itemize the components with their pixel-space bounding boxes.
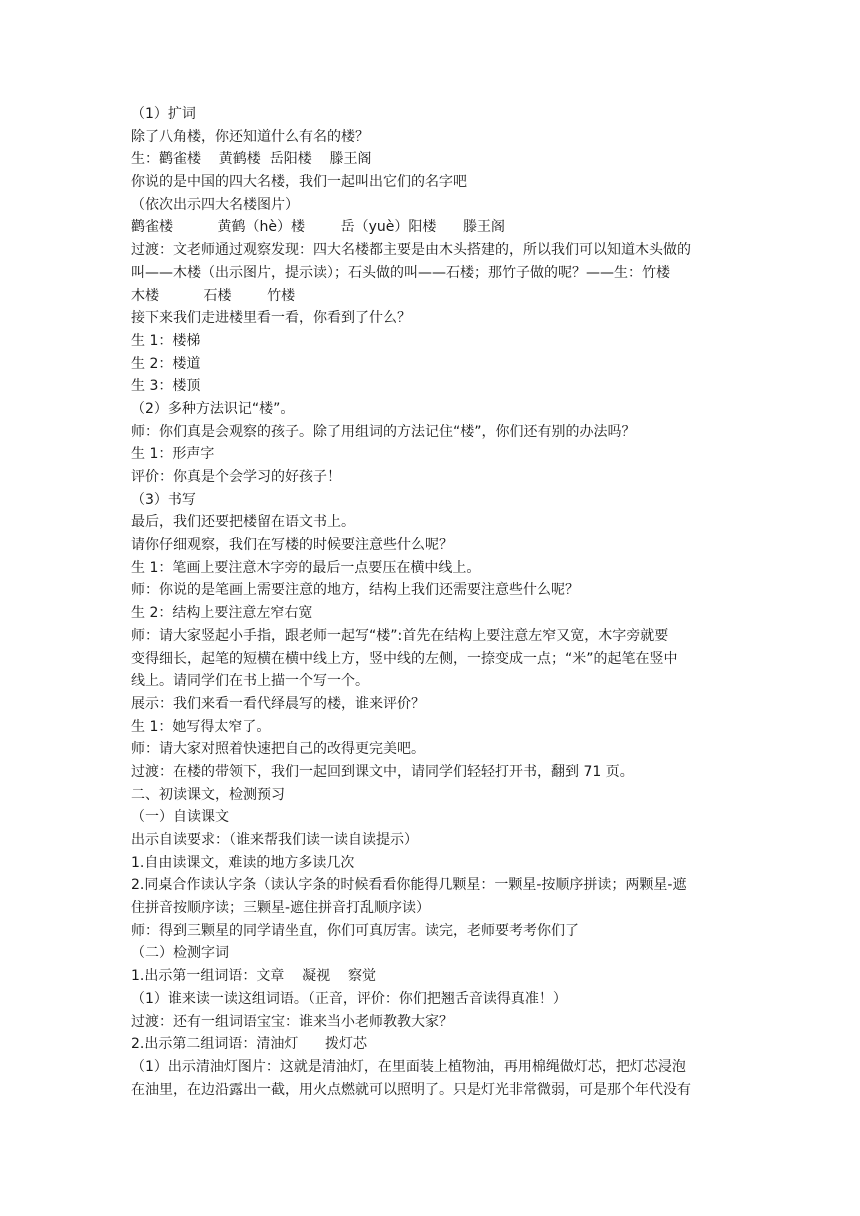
- text-line: 木楼 石楼 竹楼: [131, 287, 296, 304]
- text-line: （一）自读课文: [131, 809, 229, 826]
- text-line: 1.自由读课文，难读的地方多读几次: [131, 854, 355, 871]
- text-line: 住拼音按顺序读；三颗星-遮住拼音打乱顺序读）: [131, 900, 431, 917]
- text-line: （1）扩词: [131, 106, 196, 122]
- text-line: 在油里，在边沿露出一截，用火点燃就可以照明了。只是灯光非常微弱，可是那个年代没有: [131, 1081, 691, 1098]
- document-page: [131, 103, 751, 1101]
- text-line: 生 1：楼梯: [131, 332, 201, 349]
- text-line: （2）多种方法识记“楼”。: [131, 400, 295, 417]
- text-line: 叫——木楼（出示图片，提示读）；石头做的叫——石楼；那竹子做的呢？——生：竹楼: [131, 264, 670, 281]
- text-line: 请你仔细观察，我们在写楼的时候要注意些什么呢？: [131, 537, 453, 554]
- text-line: 生 3：楼顶: [131, 378, 201, 395]
- text-line: 二、初读课文，检测预习: [131, 786, 285, 803]
- text-line: 展示：我们来看一看代绎晨写的楼，谁来评价？: [131, 695, 425, 712]
- text-line: 1.出示第一组词语：文章 凝视 察觉: [131, 968, 376, 985]
- text-line: 生 1：形声字: [131, 446, 215, 463]
- text-line: 生 2：结构上要注意左窄右宽: [131, 605, 313, 622]
- text-line: 除了八角楼，你还知道什么有名的楼？: [131, 128, 369, 145]
- text-line: 接下来我们走进楼里看一看，你看到了什么？: [131, 310, 411, 327]
- text-line: （3）书写: [131, 491, 196, 508]
- text-line: （依次出示四大名楼图片）: [131, 196, 299, 213]
- text-line: 2.同桌合作读认字条（读认字条的时候看看你能得几颗星：一颗星-按顺序拼读；两颗星-遮: [131, 877, 687, 894]
- text-line: 评价：你真是个会学习的好孩子！: [131, 469, 341, 485]
- text-line: 2.出示第二组词语：清油灯 拨灯芯: [131, 1036, 368, 1053]
- text-line: 生 2：楼道: [131, 355, 201, 372]
- text-line: 生：鹳雀楼 黄鹤楼 岳阳楼 滕王阁: [131, 151, 372, 168]
- text-line: 生 1：笔画上要注意木字旁的最后一点要压在横中线上。: [131, 559, 481, 576]
- text-line: 线上。请同学们在书上描一个写一个。: [131, 673, 369, 690]
- text-line: 过渡：文老师通过观察发现：四大名楼都主要是由木头搭建的，所以我们可以知道木头做的: [131, 242, 691, 259]
- text-line: 出示自读要求：（谁来帮我们读一读自读提示）: [131, 832, 418, 848]
- text-line: 鹳雀楼 黄鹤（hè）楼 岳（yuè）阳楼 滕王阁: [131, 219, 506, 236]
- text-line: 师：你们真是会观察的孩子。除了用组词的方法记住“楼”，你们还有别的办法吗？: [131, 423, 636, 440]
- text-line: 生 1：她写得太窄了。: [131, 718, 271, 735]
- text-line: 过渡：还有一组词语宝宝：谁来当小老师教教大家？: [131, 1013, 453, 1030]
- text-line: 过渡：在楼的带领下，我们一起回到课文中，请同学们轻轻打开书，翻到 71 页。: [131, 763, 634, 780]
- text-line: 你说的是中国的四大名楼，我们一起叫出它们的名字吧: [131, 174, 467, 191]
- text-line: 师：请大家对照着快速把自己的改得更完美吧。: [131, 741, 425, 758]
- text-line: 变得细长，起笔的短横在横中线上方，竖中线的左侧，一捺变成一点；“米”的起笔在竖中: [131, 650, 678, 667]
- text-line: 师：得到三颗星的同学请坐直，你们可真厉害。读完，老师要考考你们了: [131, 922, 579, 939]
- text-line: 最后，我们还要把楼留在语文书上。: [131, 514, 355, 531]
- text-line: 师：你说的是笔画上需要注意的地方，结构上我们还需要注意些什么呢？: [131, 582, 579, 599]
- text-line: （1）谁来读一读这组词语。（正音，评价：你们把翘舌音读得真准！）: [131, 990, 567, 1007]
- text-line: （1）出示清油灯图片：这就是清油灯，在里面装上植物油，再用棉绳做灯芯，把灯芯浸泡: [131, 1058, 686, 1075]
- text-line: 师：请大家竖起小手指，跟老师一起写“楼”:首先在结构上要注意左窄又宽，木字旁就要: [131, 627, 669, 644]
- text-line: （二）检测字词: [131, 945, 229, 962]
